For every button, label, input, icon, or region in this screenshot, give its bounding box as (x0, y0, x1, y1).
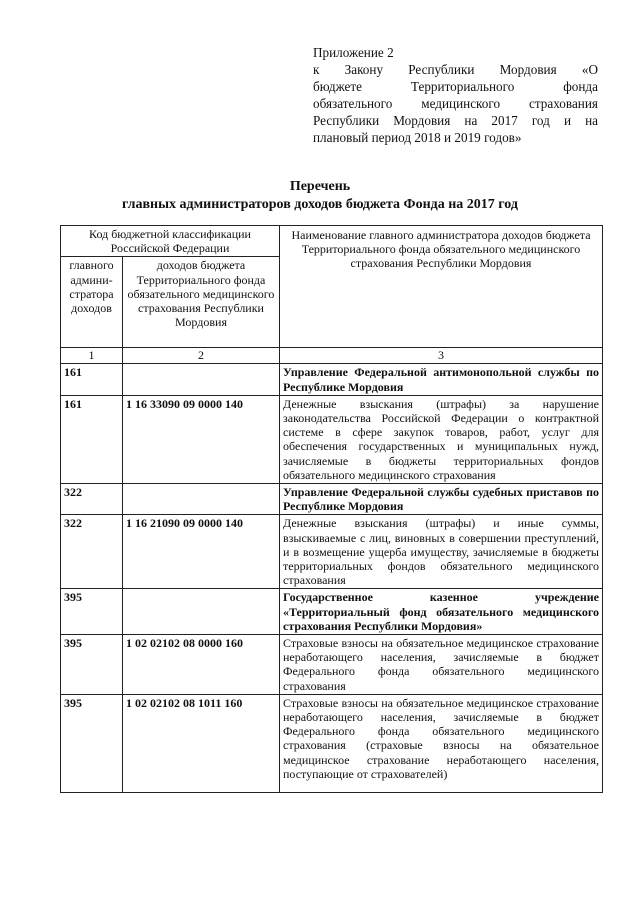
column-number-row (61, 348, 603, 364)
table-row (61, 395, 603, 483)
admin-code: 395 (61, 589, 123, 635)
administrator-name: Управление Федеральной антимонопольной службы по Республике Мордовия (280, 364, 603, 395)
income-code: 1 16 21090 09 0000 140 (123, 515, 280, 589)
document-title (60, 178, 580, 214)
administrator-name: Управление Федеральной службы судебных приставов по Республике Мордовия (280, 484, 603, 515)
appendix-line: плановый период 2018 и 2019 годов» (313, 130, 522, 145)
income-code: 1 16 33090 09 0000 140 (123, 395, 280, 483)
admin-code: 395 (61, 694, 123, 792)
header-admin: главного админи-стратора доходов (61, 257, 123, 348)
admin-code: 322 (61, 515, 123, 589)
table-header-row (61, 226, 603, 257)
table-row (61, 515, 603, 589)
column-number: 2 (123, 348, 280, 364)
admin-code: 161 (61, 364, 123, 395)
administrators-table (60, 225, 603, 793)
table-row (61, 635, 603, 695)
title-line-2: главных администраторов доходов бюджета Фонда на 2017 год (122, 197, 518, 212)
income-description: Страховые взносы на обязательное медицинское страхование неработающего населения, зачисляемые в бюджет Федерального фонда обязательного медицинского страхования (страховые взносы на обязательное медицинское страхование неработающего населения, поступающие от страхователей) (280, 694, 603, 792)
income-description: Страховые взносы на обязательное медицинское страхование неработающего населения, зачисляемые в бюджет Федерального фонда обязательного медицинского страхования (280, 635, 603, 695)
appendix-line: к Закону Республики Мордовия «О (313, 62, 598, 77)
header-income: доходов бюджета Территориального фонда обязательного медицинского страхования Республики Мордовия (123, 257, 280, 348)
administrator-name: Государственное казенное учреждение «Территориальный фонд обязательного медицинского страхования Республики Мордовия» (280, 589, 603, 635)
income-code (123, 364, 280, 395)
appendix-block (313, 44, 598, 146)
income-description: Денежные взыскания (штрафы) за нарушение законодательства Российской Федерации о контрактной системе в сфере закупок товаров, работ, услуг для обеспечения государственных и муниципальных нужд, зачисляемые в бюджеты территориальных фондов обязательного медицинского страхования (280, 395, 603, 483)
admin-code: 395 (61, 635, 123, 695)
header-kbk: Код бюджетной классификации Российской Федерации (61, 226, 280, 257)
appendix-line: обязательного медицинского страхования (313, 96, 598, 111)
appendix-line: бюджете Территориального фонда (313, 79, 598, 94)
title-line-1: Перечень (289, 179, 351, 194)
appendix-line: Республики Мордовия на 2017 год и на (313, 113, 598, 128)
appendix-line: Приложение 2 (313, 45, 394, 60)
income-code (123, 589, 280, 635)
admin-code: 161 (61, 395, 123, 483)
table-row (61, 364, 603, 395)
column-number: 1 (61, 348, 123, 364)
income-code: 1 02 02102 08 1011 160 (123, 694, 280, 792)
table-row (61, 484, 603, 515)
header-name: Наименование главного администратора доходов бюджета Территориального фонда обязательного медицинского страхования Республики Мордовия (280, 226, 603, 348)
admin-code: 322 (61, 484, 123, 515)
column-number: 3 (280, 348, 603, 364)
income-description: Денежные взыскания (штрафы) и иные суммы, взыскиваемые с лиц, виновных в совершении преступлений, и в возмещение ущерба имуществу, зачисляемые в бюджеты территориальных фондов обязательного медицинского страхования (280, 515, 603, 589)
income-code (123, 484, 280, 515)
income-code: 1 02 02102 08 0000 160 (123, 635, 280, 695)
table-row (61, 589, 603, 635)
table-row (61, 694, 603, 792)
